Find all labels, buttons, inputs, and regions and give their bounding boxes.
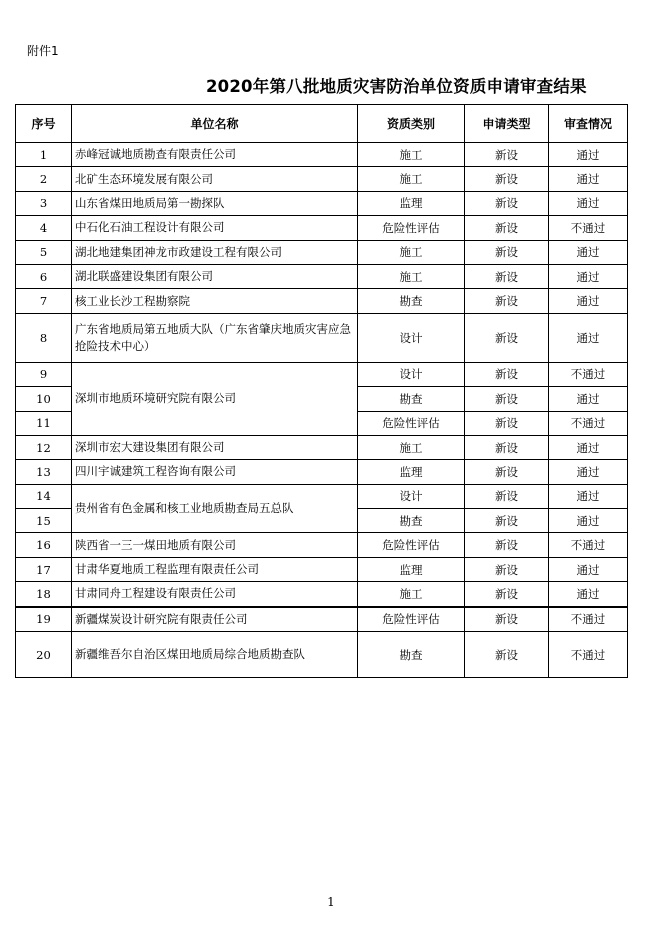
table-row	[16, 632, 628, 678]
unit-name: 甘肃同舟工程建设有限责任公司	[72, 582, 358, 607]
unit-name: 贵州省有色金属和核工业地质勘查局五总队	[72, 484, 358, 533]
table-row	[16, 460, 628, 484]
unit-name: 甘肃华夏地质工程监理有限责任公司	[72, 557, 358, 581]
attachment-label: 附件1	[27, 44, 59, 58]
row-no: 8	[16, 313, 72, 362]
table-row	[16, 143, 628, 167]
unit-name: 深圳市地质环境研究院有限公司	[72, 362, 358, 435]
application-type: 新设	[465, 533, 549, 557]
column-header-review-result: 审查情况	[549, 105, 628, 143]
review-result: 通过	[549, 460, 628, 484]
row-no: 20	[16, 632, 72, 678]
review-result: 通过	[549, 264, 628, 288]
row-no: 17	[16, 557, 72, 581]
review-result: 不通过	[549, 533, 628, 557]
qualification-category: 监理	[358, 557, 465, 581]
row-no: 16	[16, 533, 72, 557]
unit-name: 湖北联盛建设集团有限公司	[72, 264, 358, 288]
row-no: 15	[16, 509, 72, 533]
qualification-category: 设计	[358, 362, 465, 386]
table-row	[16, 264, 628, 288]
row-no: 19	[16, 607, 72, 632]
application-type: 新设	[465, 632, 549, 678]
review-result: 通过	[549, 484, 628, 508]
unit-name: 四川宇诚建筑工程咨询有限公司	[72, 460, 358, 484]
application-type: 新设	[465, 167, 549, 191]
review-result: 通过	[549, 191, 628, 215]
application-type: 新设	[465, 582, 549, 607]
table-row	[16, 216, 628, 240]
application-type: 新设	[465, 607, 549, 632]
row-no: 18	[16, 582, 72, 607]
page-number: 1	[327, 895, 335, 909]
row-no: 2	[16, 167, 72, 191]
table-row	[16, 167, 628, 191]
page-title: 2020年第八批地质灾害防治单位资质申请审查结果	[206, 77, 587, 96]
qualification-category: 危险性评估	[358, 216, 465, 240]
application-type: 新设	[465, 362, 549, 386]
row-no: 13	[16, 460, 72, 484]
application-type: 新设	[465, 411, 549, 435]
column-header-qualification-category: 资质类别	[358, 105, 465, 143]
unit-name: 山东省煤田地质局第一勘探队	[72, 191, 358, 215]
qualification-category: 勘查	[358, 632, 465, 678]
review-result: 通过	[549, 240, 628, 264]
review-result: 不通过	[549, 362, 628, 386]
unit-name: 中石化石油工程设计有限公司	[72, 216, 358, 240]
unit-name: 湖北地建集团神龙市政建设工程有限公司	[72, 240, 358, 264]
table-row	[16, 607, 628, 632]
table-row	[16, 582, 628, 607]
table-header-row	[16, 105, 628, 143]
qualification-category: 施工	[358, 435, 465, 459]
row-no: 6	[16, 264, 72, 288]
qualification-category: 设计	[358, 484, 465, 508]
row-no: 12	[16, 435, 72, 459]
column-header-application-type: 申请类型	[465, 105, 549, 143]
qualification-category: 危险性评估	[358, 607, 465, 632]
application-type: 新设	[465, 264, 549, 288]
unit-name: 核工业长沙工程勘察院	[72, 289, 358, 313]
application-type: 新设	[465, 557, 549, 581]
row-no: 3	[16, 191, 72, 215]
application-type: 新设	[465, 216, 549, 240]
table-row	[16, 533, 628, 557]
application-type: 新设	[465, 191, 549, 215]
row-no: 14	[16, 484, 72, 508]
review-result: 通过	[549, 435, 628, 459]
review-result: 通过	[549, 387, 628, 411]
review-result: 不通过	[549, 632, 628, 678]
qualification-category: 施工	[358, 167, 465, 191]
application-type: 新设	[465, 313, 549, 362]
qualification-category: 危险性评估	[358, 533, 465, 557]
qualification-category: 勘查	[358, 387, 465, 411]
application-type: 新设	[465, 460, 549, 484]
unit-name: 陕西省一三一煤田地质有限公司	[72, 533, 358, 557]
application-type: 新设	[465, 143, 549, 167]
table-row	[16, 191, 628, 215]
row-no: 7	[16, 289, 72, 313]
row-no: 5	[16, 240, 72, 264]
unit-name: 新疆维吾尔自治区煤田地质局综合地质勘查队	[72, 632, 358, 678]
application-type: 新设	[465, 484, 549, 508]
review-result: 通过	[549, 313, 628, 362]
unit-name: 赤峰冠诚地质勘查有限责任公司	[72, 143, 358, 167]
review-results-table	[15, 104, 628, 678]
review-result: 通过	[549, 557, 628, 581]
application-type: 新设	[465, 289, 549, 313]
qualification-category: 施工	[358, 143, 465, 167]
application-type: 新设	[465, 240, 549, 264]
table-row	[16, 557, 628, 581]
column-header-unit-name: 单位名称	[72, 105, 358, 143]
unit-name: 广东省地质局第五地质大队（广东省肇庆地质灾害应急抢险技术中心）	[72, 313, 358, 362]
unit-name: 新疆煤炭设计研究院有限责任公司	[72, 607, 358, 632]
row-no: 4	[16, 216, 72, 240]
application-type: 新设	[465, 509, 549, 533]
row-no: 11	[16, 411, 72, 435]
application-type: 新设	[465, 387, 549, 411]
unit-name: 北矿生态环境发展有限公司	[72, 167, 358, 191]
table-row	[16, 240, 628, 264]
qualification-category: 施工	[358, 582, 465, 607]
unit-name: 深圳市宏大建设集团有限公司	[72, 435, 358, 459]
review-result: 不通过	[549, 607, 628, 632]
table-row	[16, 362, 628, 386]
qualification-category: 监理	[358, 460, 465, 484]
row-no: 9	[16, 362, 72, 386]
review-result: 通过	[549, 582, 628, 607]
qualification-category: 施工	[358, 240, 465, 264]
qualification-category: 施工	[358, 264, 465, 288]
review-result: 通过	[549, 289, 628, 313]
qualification-category: 勘查	[358, 509, 465, 533]
review-result: 不通过	[549, 216, 628, 240]
review-result: 不通过	[549, 411, 628, 435]
application-type: 新设	[465, 435, 549, 459]
table-row	[16, 289, 628, 313]
qualification-category: 监理	[358, 191, 465, 215]
table-row	[16, 435, 628, 459]
row-no: 10	[16, 387, 72, 411]
qualification-category: 勘查	[358, 289, 465, 313]
table-row	[16, 313, 628, 362]
qualification-category: 设计	[358, 313, 465, 362]
review-result: 通过	[549, 509, 628, 533]
column-header-no: 序号	[16, 105, 72, 143]
review-result: 通过	[549, 143, 628, 167]
review-result: 通过	[549, 167, 628, 191]
table-row	[16, 484, 628, 508]
row-no: 1	[16, 143, 72, 167]
qualification-category: 危险性评估	[358, 411, 465, 435]
